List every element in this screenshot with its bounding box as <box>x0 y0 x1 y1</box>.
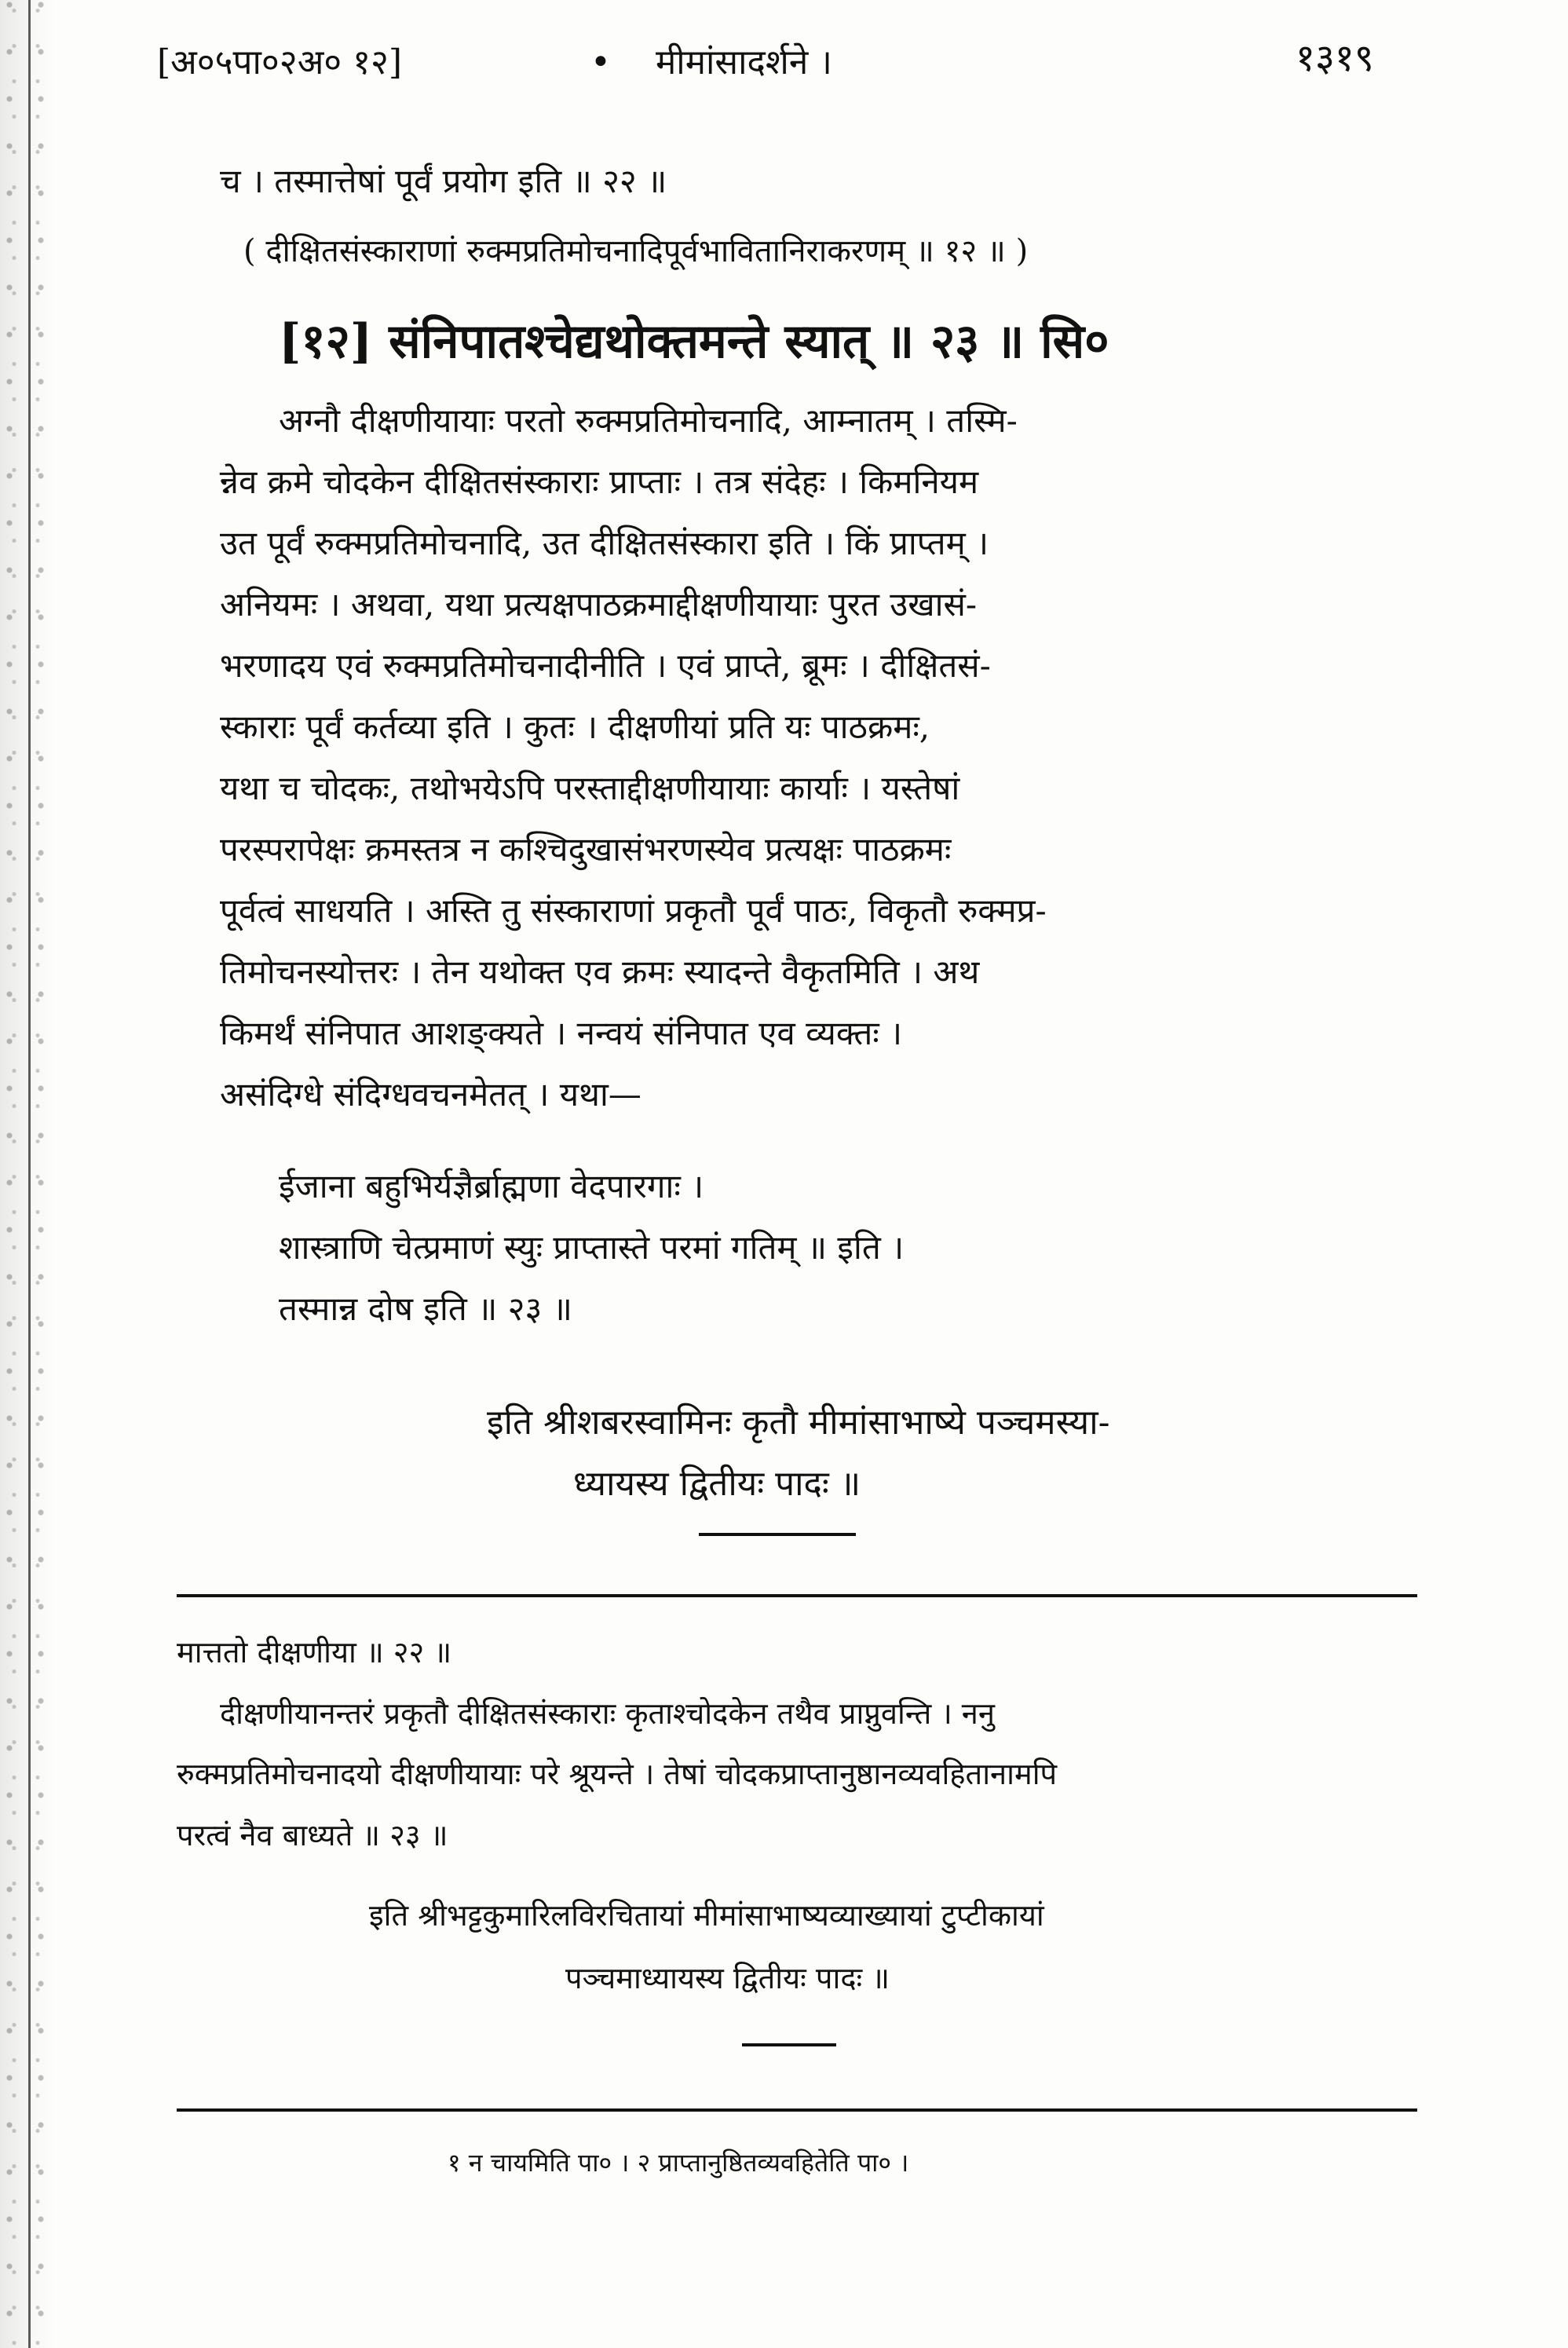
binding-edge-line <box>28 0 31 2348</box>
verse-line: तस्मान्न दोष इति ॥ २३ ॥ <box>279 1289 572 1328</box>
header-separator: • <box>590 42 611 82</box>
footnote: १ न चायमिति पा० । २ प्राप्तानुष्ठितव्यवहितेति पा० । <box>448 2148 909 2178</box>
previous-sutra-end: च । तस्मात्तेषां पूर्वं प्रयोग इति ॥ २२ ॥ <box>220 162 667 200</box>
bhashya-line: यथा च चोदकः, तथोभयेऽपि परस्ताद्दीक्षणीयायाः कार्याः । यस्तेषां <box>220 769 960 807</box>
bhashya-line: पूर्वत्वं साधयति । अस्ति तु संस्काराणां प्रकृतौ पूर्वं पाठः, विकृतौ रुक्मप्र- <box>220 891 1047 930</box>
bhashya-line: अनियमः । अथवा, यथा प्रत्यक्षपाठक्रमाद्दीक्षणीयायाः पुरत उखासं- <box>220 585 978 624</box>
bhashya-line: असंदिग्धे संदिग्धवचनमेतत् । यथा— <box>220 1075 641 1114</box>
commentary-line: परत्वं नैव बाध्यते ॥ २३ ॥ <box>177 1818 448 1852</box>
bhashya-line: तिमोचनस्योत्तरः । तेन यथोक्त एव क्रमः स्यादन्ते वैकृतमिति । अथ <box>220 953 980 991</box>
header-reference: [अ०५पा०२अ० १२] <box>157 42 403 82</box>
section-divider <box>742 2043 836 2046</box>
scan-margin-noise <box>0 0 55 2348</box>
commentary-colophon: इति श्रीभट्टकुमारिलविरचितायां मीमांसाभाष्यव्याख्यायां टुप्टीकायां <box>369 1898 1044 1933</box>
commentary-colophon: पञ्चमाध्यायस्य द्वितीयः पादः ॥ <box>565 1961 890 1995</box>
bhashya-line: परस्परापेक्षः क्रमस्तत्र न कश्चिदुखासंभरणस्येव प्रत्यक्षः पाठक्रमः <box>220 830 952 869</box>
page-number: १३१९ <box>1296 36 1374 80</box>
footnote-separator-rule <box>177 2108 1417 2112</box>
bhashya-colophon: ध्यायस्य द्वितीयः पादः ॥ <box>573 1464 861 1504</box>
section-divider <box>699 1533 856 1536</box>
commentary-separator-rule <box>177 1594 1417 1597</box>
commentary-line: दीक्षणीयानन्तरं प्रकृतौ दीक्षितसंस्काराः कृताश्चोदकेन तथैव प्राप्नुवन्ति । ननु <box>220 1696 995 1731</box>
bhashya-line: अग्नौ दीक्षणीयायाः परतो रुक्मप्रतिमोचनादि, आम्नातम् । तस्मि- <box>279 401 1018 440</box>
bhashya-line: भरणादय एवं रुक्मप्रतिमोचनादीनीति । एवं प्राप्ते, ब्रूमः । दीक्षितसं- <box>220 646 991 685</box>
adhikarana-topic: ( दीक्षितसंस्काराणां रुक्मप्रतिमोचनादिपूर्वभावितानिराकरणम् ॥ १२ ॥ ) <box>243 233 1029 269</box>
verse-line: ईजाना बहुभिर्यज्ञैर्ब्राह्मणा वेदपारगाः । <box>279 1167 704 1205</box>
commentary-line: रुक्मप्रतिमोचनादयो दीक्षणीयायाः परे श्रूयन्ते । तेषां चोदकप्राप्तानुष्ठानव्यवहितानामपि <box>177 1757 1058 1791</box>
bhashya-line: स्काराः पूर्वं कर्तव्या इति । कुतः । दीक्षणीयां प्रति यः पाठक्रमः, <box>220 708 930 746</box>
bhashya-line: उत पूर्वं रुक्मप्रतिमोचनादि, उत दीक्षितसंस्कारा इति । किं प्राप्तम् । <box>220 524 989 562</box>
commentary-line: मात्ततो दीक्षणीया ॥ २२ ॥ <box>177 1635 452 1670</box>
bhashya-line: किमर्थं संनिपात आशङ्क्यते । नन्वयं संनिपात एव व्यक्तः । <box>220 1014 903 1052</box>
verse-line: शास्त्राणि चेत्प्रमाणं स्युः प्राप्तास्ते परमां गतिम् ॥ इति । <box>279 1228 905 1267</box>
header-title: मीमांसादर्शने । <box>656 42 832 82</box>
bhashya-line: न्नेव क्रमे चोदकेन दीक्षितसंस्काराः प्राप्ताः । तत्र संदेहः । किमनियम <box>220 463 979 501</box>
sutra-heading: [१२] संनिपातश्चेद्यथोक्तमन्ते स्यात् ॥ २३ ॥ सि० <box>279 314 1109 369</box>
bhashya-colophon: इति श्रीशबरस्वामिनः कृतौ मीमांसाभाष्ये पञ्चमस्या- <box>487 1403 1110 1443</box>
